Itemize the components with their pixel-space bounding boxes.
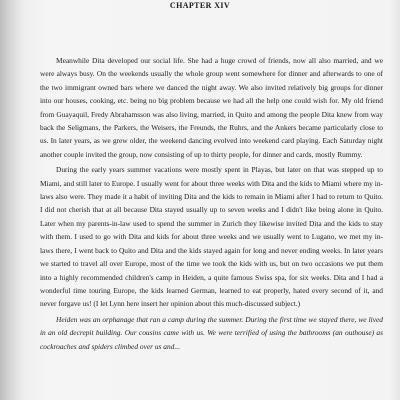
paragraph-italic: Heiden was an orphanage that ran a camp during the summer. During the first time we stayed there, we lived in an old decrepit building. Our cousins came with us. We were terrified of using the bathrooms (an outhouse) as cockroaches and spiders climbed over us and... [40, 314, 383, 351]
paragraph: During the early years summer vacations were mostly spent in Playas, but later on that was stepped up to Miami, and still later to Europe. I usually went for about three weeks with Dita and the kids to Miami where my in-laws also were. They made it a habit of inviting Dita and the kids to remain in Miami after I had to return to Quito. I did not cherish that at all because Dita stayed usually up to seven weeks and I didn't like being alone in Quito. Later when my parents-in-law used to spend the summer in Zurich they likewise invited Dita and the kids to stay with them. I used to go with Dita and kids for about three weeks and we usually went to Lugano, we met my in-laws there, I went back to Quito and Dita and the kids stayed again for long and never ending weeks. In later years we started to travel all over Europe, most of the time we took the kids with us, but on two occasions we put them into a highly recommended children's camp in Heiden, a quite famous Swiss spa, for six weeks. Dita and I had a wonderful time touring Europe, the kids learned German, learned to eat properly, hated every second of it, and never forgave us! (I let Lynn here insert her opinion about this much-discussed subject.) [40, 165, 383, 309]
document-body [40, 54, 383, 355]
paragraph: Meanwhile Dita developed our social life. She had a huge crowd of friends, now all also married, and we were always busy. On the weekends usually the whole group went somewhere for dinner and afterwards to one of the two immigrant owned bars where we danced the night away. We also invited relatively big groups for dinner into our houses, cooking, etc. being no big problem because we had all the help one could wish for. My old friend from Guayaquil, Fredy Abrahamsson was also living, married, in Quito and among the people Dita knew from way back the Seligmans, the Parkers, the Weisers, the Freunds, the Ruhrs, and the Ankers became particularly close to us. In later years, as we grew older, the weekend dancing evolved into weekend card playing. Each Saturday night another couple invited the group, now consisting of up to thirty people, for dinner and cards, mostly Rummy. [40, 56, 383, 159]
chapter-heading: CHAPTER XIV [169, 1, 231, 10]
